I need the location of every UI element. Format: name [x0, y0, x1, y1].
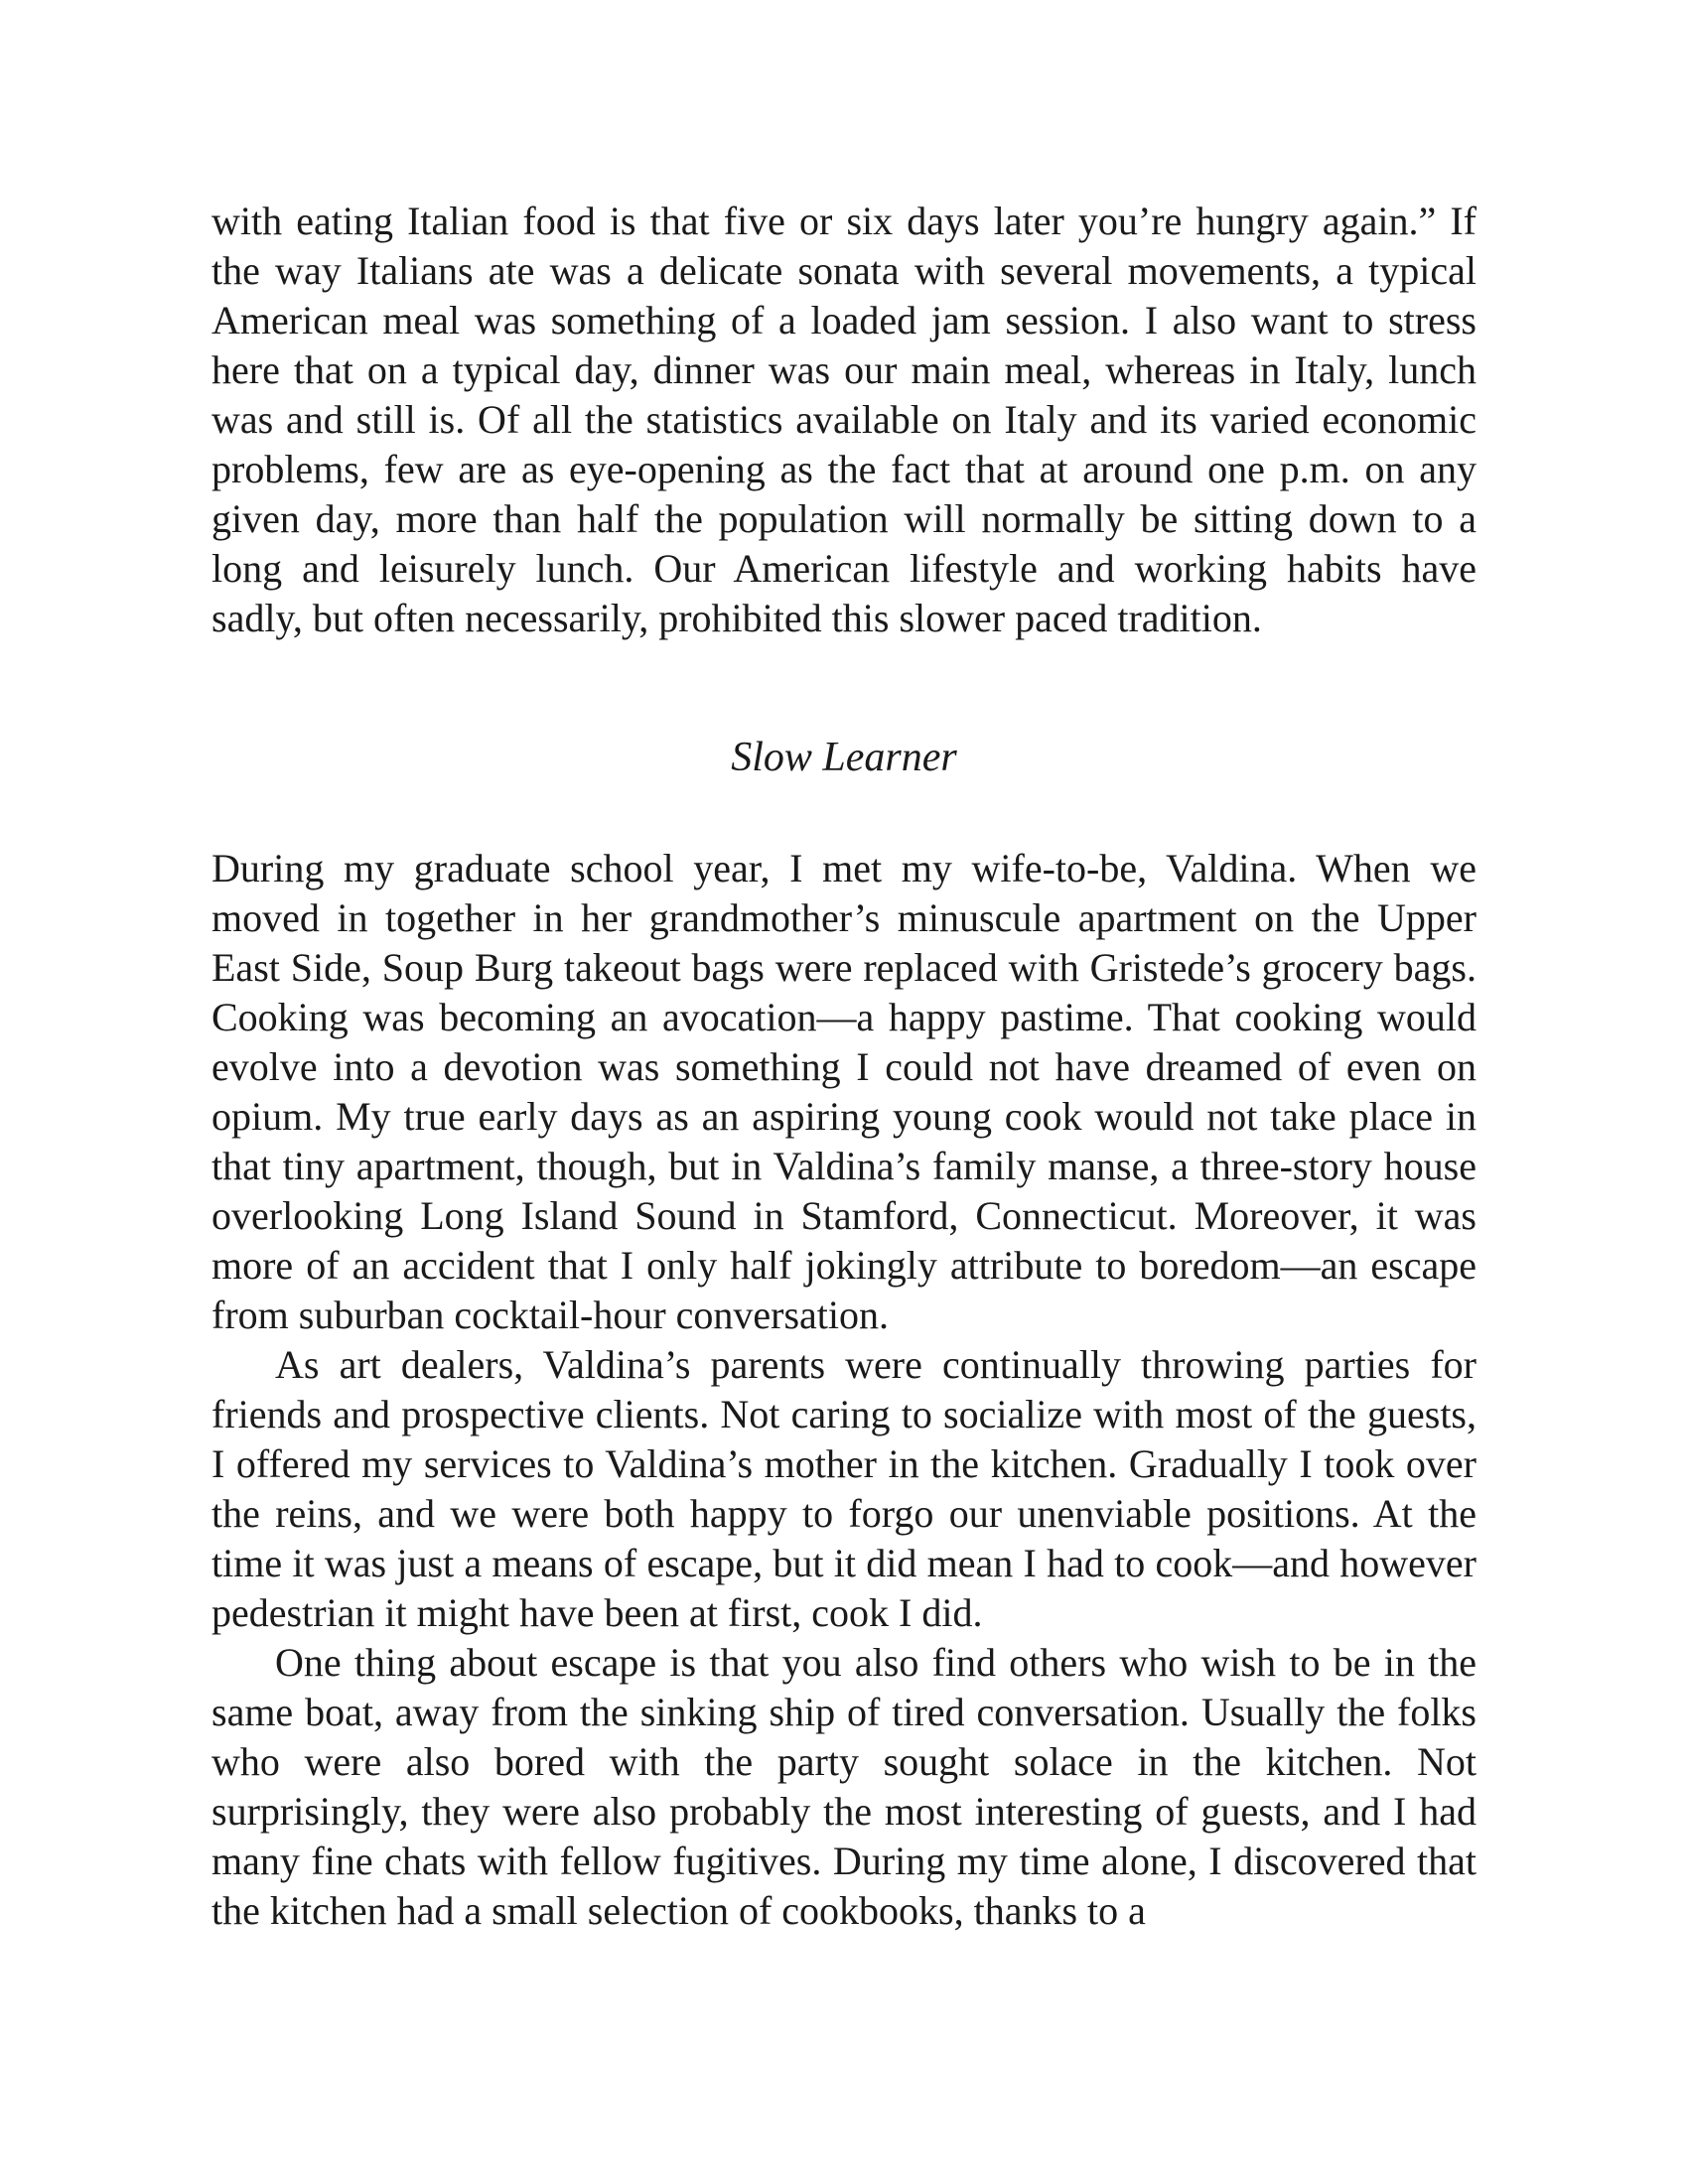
body-paragraph-1: During my graduate school year, I met my wife-to-be, Valdina. When we moved in together in her grandmother’s minuscule apartment on the Upper East Side, Soup Burg takeout bags were replaced with Gristede’s grocery bags. Cooking was becoming an avocation—a happy pastime. That cooking would evolve into a devotion was something I could not have dreamed of even on opium. My true early days as an aspiring young cook would not take place in that tiny apartment, though, but in Valdina’s family manse, a three-story house overlooking Long Island Sound in Stamford, Connecticut. Moreover, it was more of an accident that I only half jokingly attribute to boredom—an escape from suburban cocktail-hour conversation. [211, 846, 1477, 1337]
body-paragraph-2: As art dealers, Valdina’s parents were continually throwing parties for friends and prospective clients. Not caring to socialize with most of the guests, I offered my services to Valdina’s mother in the kitchen. Gradually I took over the reins, and we were both happy to forgo our unenviable positions. At the time it was just a means of escape, but it did mean I had to cook—and however pedestrian it might have been at first, cook I did. [211, 1342, 1477, 1635]
body-paragraph-3: One thing about escape is that you also find others who wish to be in the same boat, away from the sinking ship of tired conversation. Usually the folks who were also bored with the party sought solace in the kitchen. Not surprisingly, they were also probably the most interesting of guests, and I had many fine chats with fellow fugitives. During my time alone, I discovered that the kitchen had a small selection of cookbooks, thanks to a [211, 1640, 1477, 1933]
book-page [211, 197, 1477, 1936]
section-title: Slow Learner [731, 735, 957, 780]
intro-paragraph: with eating Italian food is that five or six days later you’re hungry again.” If the way Italians ate was a delicate sonata with several movements, a typical American meal was something of a loaded jam session. I also want to stress here that on a typical day, dinner was our main meal, whereas in Italy, lunch was and still is. Of all the statistics available on Italy and its varied economic problems, few are as eye-opening as the fact that at around one p.m. on any given day, more than half the population will normally be sitting down to a long and leisurely lunch. Our American lifestyle and working habits have sadly, but often necessarily, prohibited this slower paced tradition. [211, 199, 1477, 640]
